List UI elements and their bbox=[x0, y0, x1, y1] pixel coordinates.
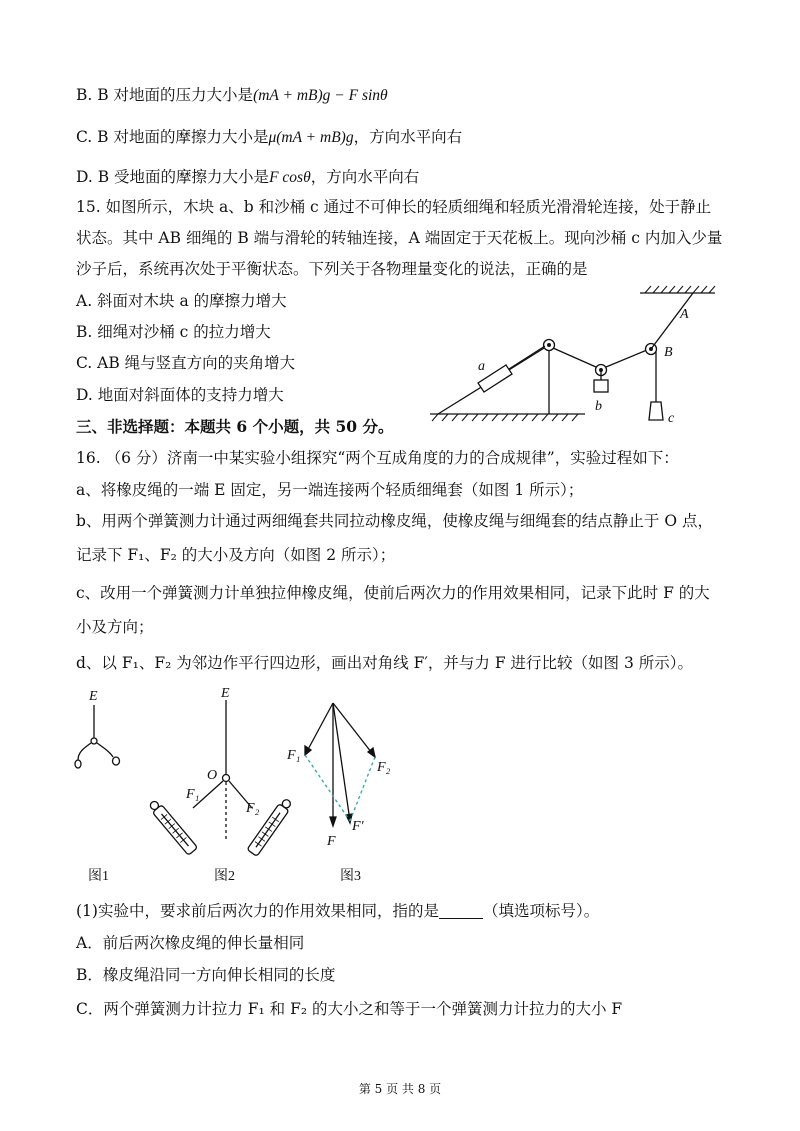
fig2-caption: 图2 bbox=[214, 869, 235, 884]
q16-sub1-option-b: B．橡皮绳沿同一方向伸长相同的长度 bbox=[76, 966, 336, 984]
q14-option-d-suffix: ，方向水平向右 bbox=[310, 168, 420, 186]
q14-option-c-suffix: ，方向水平向右 bbox=[353, 128, 463, 146]
q16-sub1-suffix: （填选项标号）。 bbox=[482, 902, 600, 920]
q14-option-b-formula: (mA + mB)g − F sinθ bbox=[253, 87, 388, 104]
q15-option-d: D. 地面对斜面体的支持力增大 bbox=[76, 386, 284, 404]
section-3-title: 三、非选择题：本题共 6 个小题，共 50 分。 bbox=[76, 417, 394, 436]
q15-label-b: b bbox=[595, 399, 602, 414]
q15-stem-line-3: 沙子后，系统再次处于平衡状态。下列关于各物理量变化的说法，正确的是 bbox=[76, 260, 588, 278]
fig2-label-F2: F₂ bbox=[246, 801, 260, 816]
q15-option-a: A. 斜面对木块 a 的摩擦力增大 bbox=[76, 292, 287, 310]
q16-sub1-option-a: A．前后两次橡皮绳的伸长量相同 bbox=[76, 934, 305, 952]
fig3-label-F1: F₁ bbox=[287, 748, 301, 763]
q16-step-c: c、改用一个弹簧测力计单独拉伸橡皮绳，使前后两次力的作用效果相同，记录下此时 F 的大 bbox=[76, 584, 710, 602]
q16-sub1-option-c: C．两个弹簧测力计拉力 F₁ 和 F₂ 的大小之和等于一个弹簧测力计拉力的大小 F bbox=[76, 1000, 623, 1018]
q15-stem-line-1: 15. 如图所示，木块 a、b 和沙桶 c 通过不可伸长的轻质细绳和轻质光滑滑轮连接，处于静止 bbox=[76, 198, 712, 216]
q14-option-d-text: D. B 受地面的摩擦力大小是 bbox=[76, 168, 270, 186]
q15-label-a: a bbox=[478, 359, 485, 374]
q16-sub1-prefix: (1)实验中，要求前后两次力的作用效果相同，指的是 bbox=[76, 902, 439, 920]
q14-option-c-text: C. B 对地面的摩擦力大小是 bbox=[76, 128, 269, 146]
fig1-caption: 图1 bbox=[88, 869, 109, 884]
q16-sub1-question bbox=[76, 900, 599, 922]
fig3-label-F2: F₂ bbox=[377, 760, 391, 775]
fig3-label-Fprime: F′ bbox=[352, 819, 364, 834]
fig2-label-E: E bbox=[221, 686, 230, 701]
q15-label-A: A bbox=[680, 307, 689, 322]
fig2-label-O: O bbox=[207, 768, 218, 783]
q15-label-c: c bbox=[668, 411, 675, 426]
q16-step-d: d、以 F₁、F₂ 为邻边作平行四边形，画出对角线 F′，并与力 F 进行比较（如图 3 所示）。 bbox=[76, 654, 693, 672]
q16-step-c-cont: 小及方向； bbox=[76, 618, 154, 636]
q15-option-b: B. 细绳对沙桶 c 的拉力增大 bbox=[76, 323, 271, 341]
q14-option-c-formula: μ(mA + mB)g bbox=[268, 129, 354, 146]
fig3-caption: 图3 bbox=[340, 869, 361, 884]
q15-stem-line-2: 状态。其中 AB 细绳的 B 端与滑轮的转轴连接，A 端固定于天花板上。现向沙桶 c 内加入少量 bbox=[76, 229, 723, 247]
q16-stem: 16. （6 分）济南一中某实验小组探究“两个互成角度的力的合成规律”，实验过程如下： bbox=[76, 449, 679, 467]
q14-option-b-text: B. B 对地面的压力大小是 bbox=[76, 86, 254, 104]
page-footer: 第 5 页 共 8 页 bbox=[358, 1082, 442, 1096]
fig2-label-F1: F₁ bbox=[186, 787, 200, 802]
q16-step-b-cont: 记录下 F₁、F₂ 的大小及方向（如图 2 所示）； bbox=[76, 546, 396, 564]
answer-blank[interactable] bbox=[439, 902, 483, 919]
q16-step-b: b、用两个弹簧测力计通过两细绳套共同拉动橡皮绳，使橡皮绳与细绳套的结点静止于 O 点， bbox=[76, 512, 713, 530]
q14-option-d-formula: F cosθ bbox=[269, 169, 311, 186]
fig3-label-F: F bbox=[327, 834, 336, 849]
fig1-label-E: E bbox=[89, 689, 98, 704]
q16-step-a: a、将橡皮绳的一端 E 固定，另一端连接两个轻质细绳套（如图 1 所示）； bbox=[76, 481, 584, 499]
q15-label-B: B bbox=[664, 345, 673, 360]
q15-option-c: C. AB 绳与竖直方向的夹角增大 bbox=[76, 354, 296, 372]
